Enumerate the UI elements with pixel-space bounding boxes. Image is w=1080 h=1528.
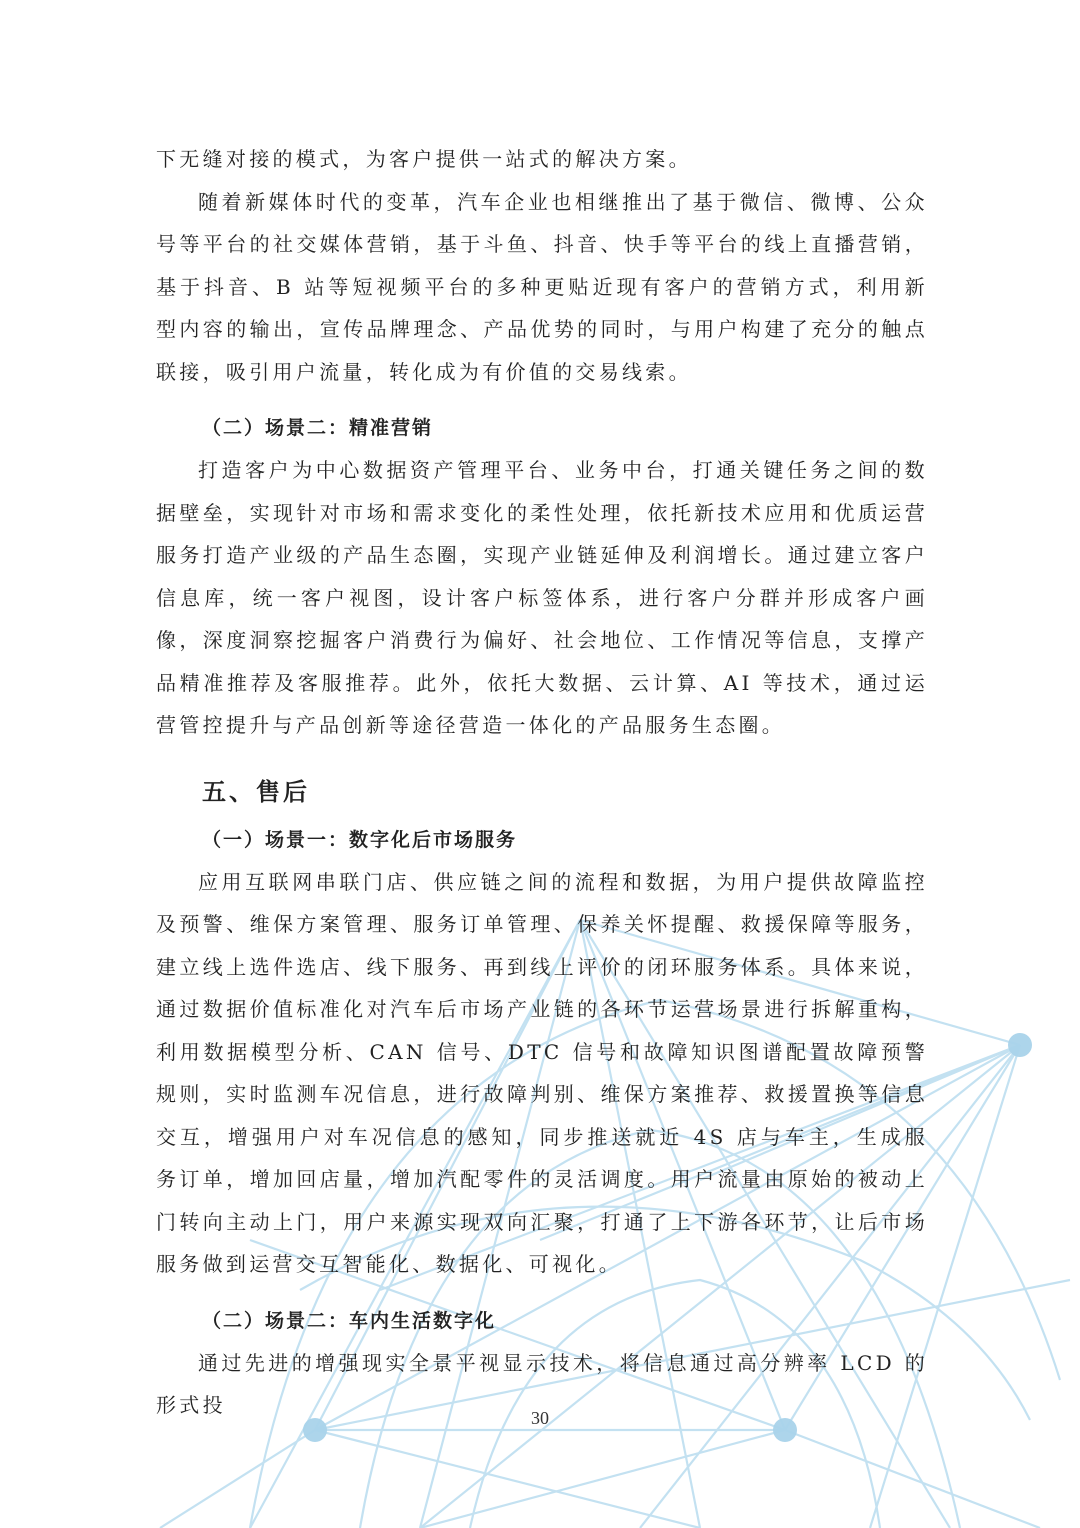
- page-number: 30: [531, 1408, 549, 1428]
- heading-scene2-precision-marketing: （二）场景二：精准营销: [202, 417, 434, 439]
- paragraph-continuation: 下无缝对接的模式，为客户提供一站式的解决方案。: [156, 147, 692, 171]
- heading-section-after-sales: 五、售后: [202, 777, 310, 806]
- paragraph-digital-aftermarket: 应用互联网串联门店、供应链之间的流程和数据，为用户提供故障监控及预警、维保方案管理、服务订单管理、保养关怀提醒、救援保障等服务，建立线上选件选店、线下服务、再到线上评价的闭环服务体系。具体来说，通过数据价值标准化对汽车后市场产业链的各环节运营场景进行拆解重构，利用数据模型分析、CAN 信号、DTC 信号和故障知识图谱配置故障预警规则，实时监测车况信息，进行故障判别、维保方案推荐、救援置换等信息交互，增强用户对车况信息的感知，同步推送就近 4S 店与车主，生成服务订单，增加回店量，增加汽配零件的灵活调度。用户流量由原始的被动上门转向主动上门，用户来源实现双向汇聚，打通了上下游各环节，让后市场服务做到运营交互智能化、数据化、可视化。: [156, 869, 928, 1276]
- paragraph-precision-marketing: 打造客户为中心数据资产管理平台、业务中台，打通关键任务之间的数据壁垒，实现针对市场和需求变化的柔性处理，依托新技术应用和优质运营服务打造产业级的产品生态圈，实现产业链延伸及利润增长。通过建立客户信息库，统一客户视图，设计客户标签体系，进行客户分群并形成客户画像，深度洞察挖掘客户消费行为偏好、社会地位、工作情况等信息，支撑产品精准推荐及客服推荐。此外，依托大数据、云计算、AI 等技术，通过运营管控提升与产品创新等途径营造一体化的产品服务生态圈。: [156, 458, 928, 737]
- heading-scene1-digital-aftermarket: （一）场景一：数字化后市场服务: [202, 828, 518, 851]
- heading-scene2-in-car-life: （二）场景二：车内生活数字化: [202, 1309, 497, 1332]
- body-text: [156, 138, 928, 1427]
- paragraph-in-car-life: 通过先进的增强现实全景平视显示技术，将信息通过高分辨率 LCD 的形式投: [156, 1350, 928, 1417]
- paragraph-new-media-marketing: 随着新媒体时代的变革，汽车企业也相继推出了基于微信、微博、公众号等平台的社交媒体营销，基于斗鱼、抖音、快手等平台的线上直播营销，基于抖音、B 站等短视频平台的多种更贴近现有客户的营销方式，利用新型内容的输出，宣传品牌理念、产品优势的同时，与用户构建了充分的触点联接，吸引用户流量，转化成为有价值的交易线索。: [156, 189, 928, 384]
